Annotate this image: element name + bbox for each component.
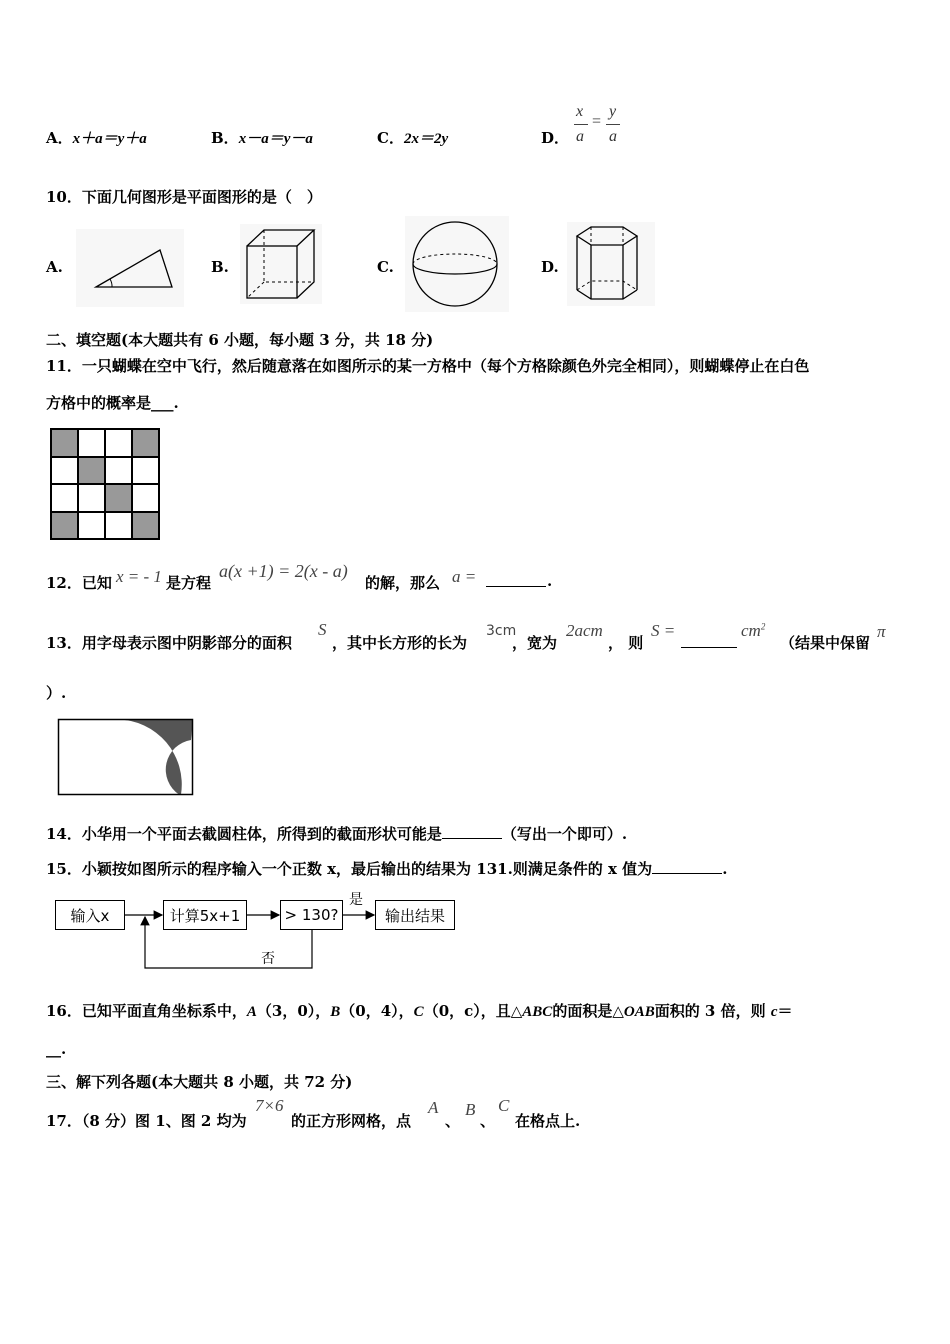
q17-mid: 的正方形网格，点 bbox=[291, 1112, 412, 1130]
section-3-title: 三、解下列各题(本大题共 8 小题，共 72 分) bbox=[46, 1073, 353, 1091]
q9-option-c: C．2x＝2y bbox=[377, 129, 449, 147]
frac-equals: = bbox=[592, 113, 602, 130]
section-2-title: 二、填空题(本大题共有 6 小题，每小题 3 分，共 18 分) bbox=[46, 331, 434, 349]
q13-mid3: ， 则 bbox=[608, 634, 644, 652]
q16-line1: 16．已知平面直角坐标系中，A（3，0），B（0，4），C（0，c），且△ABC的面积是△OAB面积的 3 倍，则 c＝ bbox=[46, 1002, 793, 1020]
q16-line2: __. bbox=[46, 1040, 67, 1058]
q13-close: ）. bbox=[46, 684, 67, 702]
q12-equation: a(x +1) = 2(x - a) bbox=[219, 561, 348, 581]
q11-line1: 11．一只蝴蝶在空中飞行，然后随意落在如图所示的某一方格中（每个方格除颜色外完全相同），则蝴蝶停止在白色 bbox=[46, 357, 810, 375]
flow-yes-label: 是 bbox=[349, 892, 363, 908]
q9-option-b: B．x－a＝y－a bbox=[211, 129, 313, 147]
frac-right-den: a bbox=[609, 128, 617, 145]
q15-text: 15．小颖按如图所示的程序输入一个正数 x，最后输出的结果为 131.则满足条件的 x 值为 . bbox=[46, 860, 728, 878]
q17-point-c: C bbox=[498, 1096, 510, 1115]
flow-compute-box: 计算5x+1 bbox=[163, 900, 247, 930]
q13-pi: π bbox=[877, 622, 886, 641]
q11-line2: 方格中的概率是___. bbox=[46, 394, 179, 412]
q12-mid: 是方程 bbox=[166, 574, 212, 592]
q13-length: 3cm bbox=[486, 623, 517, 639]
frac-left-num: x bbox=[576, 103, 584, 120]
q17-suffix: 在格点上. bbox=[515, 1112, 581, 1130]
q13-mid1: ，其中长方形的长为 bbox=[332, 634, 468, 652]
q10-stem: 10．下面几何图形是平面图形的是（ ） bbox=[46, 188, 322, 206]
q10-d-label: D. bbox=[541, 258, 559, 276]
q12-ask: a = bbox=[452, 567, 477, 586]
q14-text: 14．小华用一个平面去截圆柱体，所得到的截面形状可能是 （写出一个即可）. bbox=[46, 825, 628, 843]
q10-c-label: C. bbox=[377, 258, 394, 276]
q12-condition: x = - 1 bbox=[116, 567, 162, 586]
flow-no-label: 否 bbox=[261, 951, 275, 967]
q13-suffix: （结果中保留 bbox=[780, 634, 871, 652]
q17-sep2: 、 bbox=[480, 1112, 496, 1130]
flow-condition-box: > 130? bbox=[280, 900, 343, 930]
q10-b-label: B. bbox=[211, 258, 229, 276]
q17-point-a: A bbox=[428, 1098, 439, 1117]
q17-sep1: 、 bbox=[445, 1112, 461, 1130]
q9-option-a: A．x＋a＝y＋a bbox=[46, 129, 147, 147]
flow-input-box: 输入x bbox=[55, 900, 125, 930]
frac-left-den: a bbox=[576, 128, 584, 145]
q12-suffix: 的解，那么 bbox=[365, 574, 441, 592]
q13-s: S bbox=[318, 620, 327, 639]
q17-point-b: B bbox=[465, 1100, 476, 1119]
q13-prefix: 13．用字母表示图中阴影部分的面积 bbox=[46, 634, 292, 652]
q13-unit: $cm^2$ bbox=[741, 621, 766, 640]
q12-prefix: 12．已知 bbox=[46, 574, 112, 592]
q13-mid2: ，宽为 bbox=[512, 634, 558, 652]
frac-right-num: y bbox=[609, 103, 617, 120]
q12-end: . bbox=[547, 572, 553, 590]
q13-width: 2acm bbox=[566, 621, 603, 640]
q17-prefix: 17．（8 分）图 1、图 2 均为 bbox=[46, 1112, 247, 1130]
q9-option-d-label: D． bbox=[541, 129, 570, 147]
q13-s-equals: S = bbox=[651, 621, 676, 640]
flow-output-box: 输出结果 bbox=[375, 900, 455, 930]
q17-size: 7×6 bbox=[255, 1096, 284, 1115]
q10-a-label: A. bbox=[46, 258, 63, 276]
